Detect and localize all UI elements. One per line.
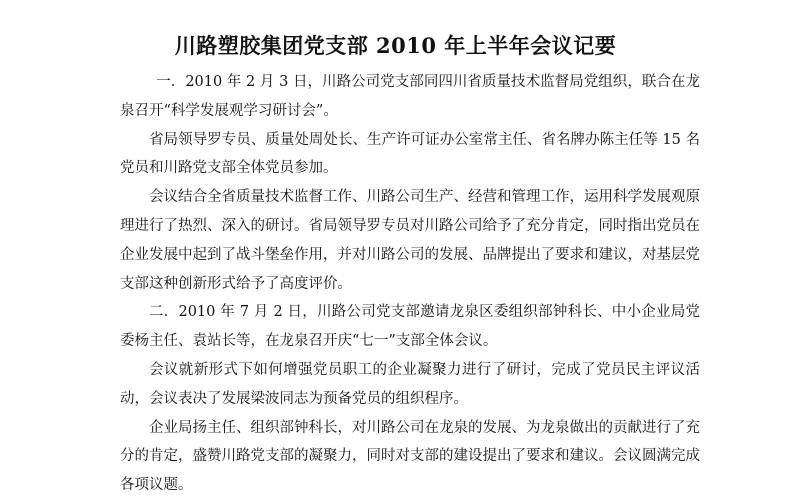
paragraph-meeting-one-discussion: 会议结合全省质量技术监督工作、川路公司生产、经营和管理工作，运用科学发展观原理进行了热烈、深入的研讨。省局领导罗专员对川路公司给予了充分肯定，同时指出党员在企业发展中起到了战斗堡垒作用，并对川路公司的发展、品牌提出了要求和建议，对基层党支部这种创新形式给予了高度评价。 — [120, 189, 700, 292]
paragraph-meeting-one-attendees: 省局领导罗专员、质量处周处长、生产许可证办公室常主任、省名牌办陈主任等 15 名党员和川路党支部全体党员参加。 — [120, 131, 700, 177]
paragraph-meeting-two-discussion: 会议就新形式下如何增强党员职工的企业凝聚力进行了研讨，完成了党员民主评议活动，会议表决了发展梁波同志为预备党员的组织程序。 — [120, 361, 700, 407]
paragraph-meeting-two-conclusion: 企业局扬主任、组织部钟科长，对川路公司在龙泉的发展、为龙泉做出的贡献进行了充分的肯定，盛赞川路党支部的凝聚力，同时对支部的建设提出了要求和建议。会议圆满完成各项议题。 — [120, 419, 700, 494]
document-title: 川路塑胶集团党支部 2010 年上半年会议记要 — [174, 33, 617, 58]
document-body — [120, 68, 700, 500]
paragraph-meeting-one-date: 一．2010 年 2 月 3 日，川路公司党支部同四川省质量技术监督局党组织，联合在龙泉召开“科学发展观学习研讨会”。 — [120, 74, 700, 119]
paragraph-meeting-two-date: 二．2010 年 7 月 2 日，川路公司党支部邀请龙泉区委组织部钟科长、中小企业局党委杨主任、袁站长等，在龙泉召开庆“七一”支部全体会议。 — [120, 304, 700, 350]
